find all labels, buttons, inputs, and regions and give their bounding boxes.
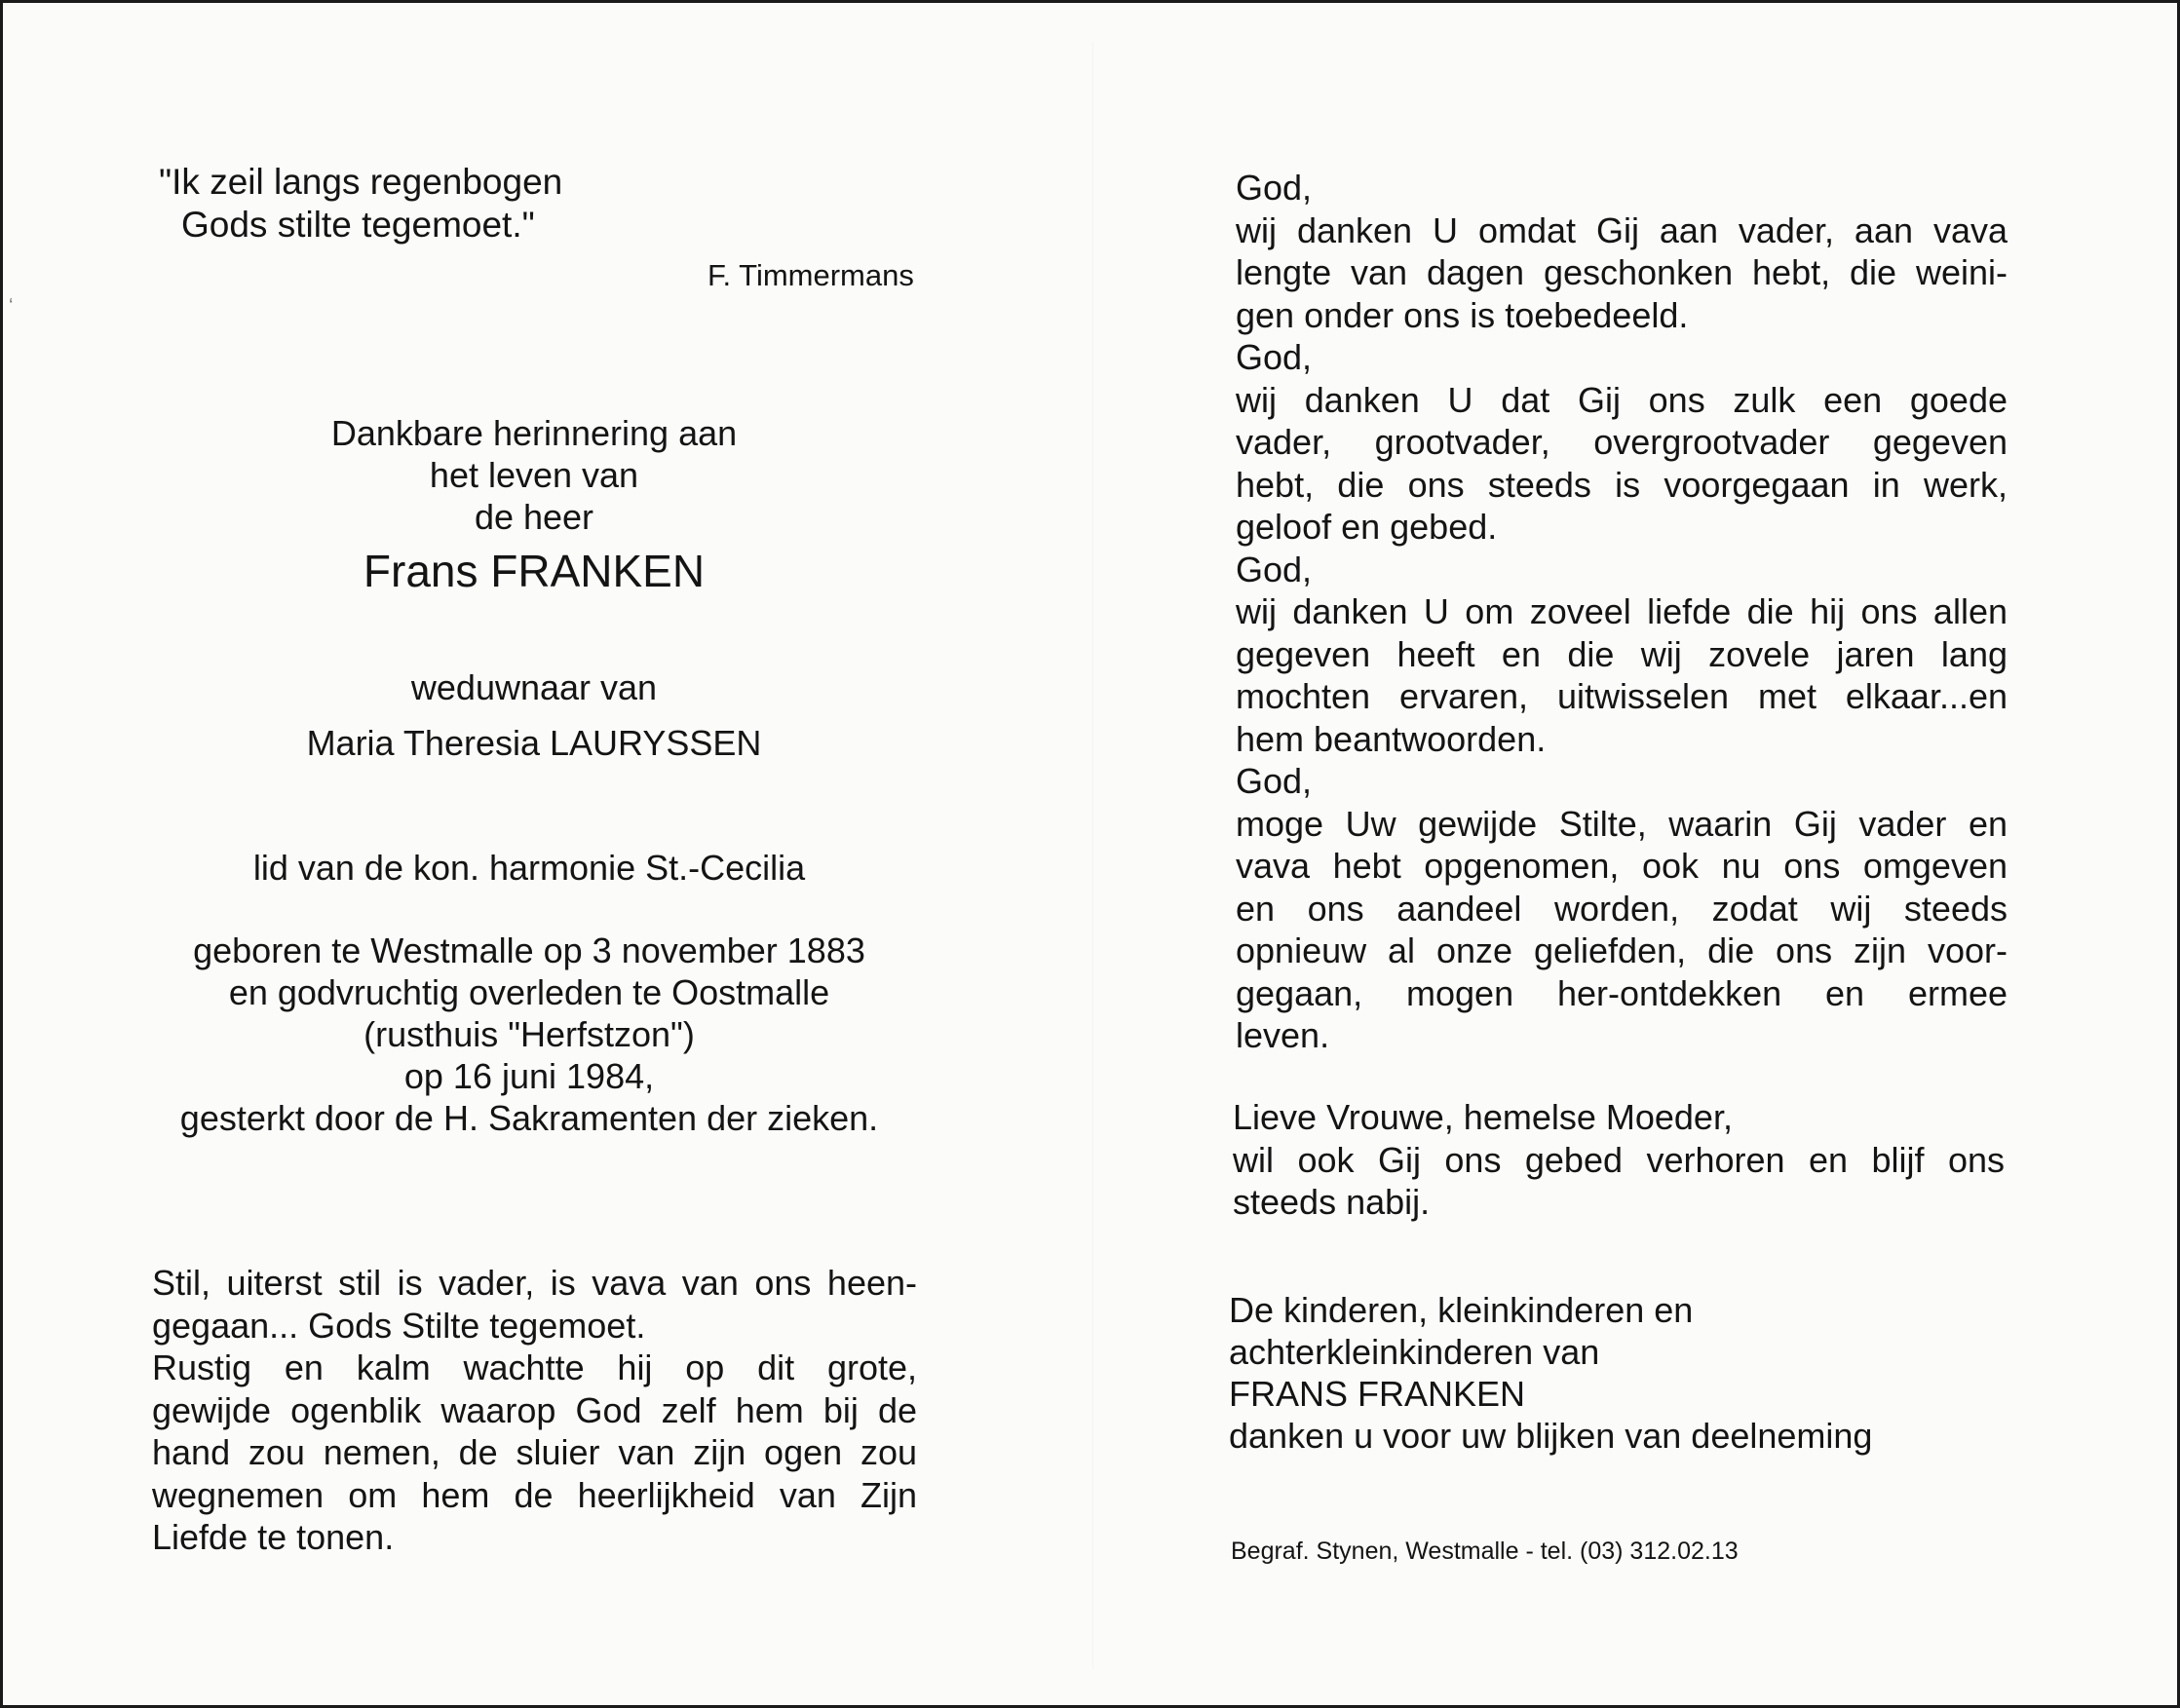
prayer-line: geloof en gebed.	[1236, 507, 1498, 547]
reflection-line: Rustig en kalm wachtte hij op dit grote,	[152, 1347, 917, 1387]
card-fold	[1092, 42, 1093, 1669]
prayer-line: wij danken U omdat Gij aan vader, aan vava	[1236, 209, 2008, 250]
prayer-line: gegaan, mogen her-ontdekken en ermee	[1236, 972, 2008, 1013]
prayer-line: opnieuw al onze geliefden, die ons zijn voor-	[1236, 930, 2008, 970]
life-line: (rusthuis "Herfstzon")	[363, 1014, 695, 1054]
reflection-line: Stil, uiterst stil is vader, is vava van ons heen-	[152, 1263, 917, 1303]
prayer-line: God,	[1236, 337, 1313, 377]
prayer-line: God,	[1236, 168, 1313, 208]
prayer-line: mochten ervaren, uitwisselen met elkaar...en	[1236, 676, 2008, 716]
spouse-name: Maria Theresia LAURYSSEN	[306, 723, 762, 763]
life-line: geboren te Westmalle op 3 november 1883	[193, 930, 865, 970]
reflection-line: Liefde te tonen.	[152, 1517, 395, 1557]
quote-line-1: "Ik zeil langs regenbogen	[159, 162, 563, 202]
intro-line: het leven van	[429, 455, 639, 495]
prayer-line: hem beantwoorden.	[1236, 718, 1547, 759]
deceased-name: Frans FRANKEN	[363, 546, 706, 596]
quote-line-2: Gods stilte tegemoet."	[181, 205, 535, 245]
prayer-line: en ons aandeel worden, zodat wij steeds	[1236, 888, 2008, 929]
thanks-line: achterkleinkinderen van	[1229, 1332, 1600, 1372]
prayer-line: God,	[1236, 549, 1313, 589]
thanks-block	[1229, 1289, 2008, 1457]
thanks-line: danken u voor uw blijken van deelneming	[1229, 1416, 1873, 1456]
mary-prayer-line: Lieve Vrouwe, hemelse Moeder,	[1233, 1097, 1733, 1137]
thanks-line: De kinderen, kleinkinderen en	[1229, 1290, 1694, 1330]
life-line: en godvruchtig overleden te Oostmalle	[228, 972, 830, 1012]
prayer-line: gegeven heeft en die wij zovele jaren lang	[1236, 633, 2008, 674]
reflection-line: gegaan... Gods Stilte tegemoet.	[152, 1305, 646, 1346]
intro-line: de heer	[474, 497, 594, 537]
prayer-line: hebt, die ons steeds is voorgegaan in werk,	[1236, 464, 2008, 505]
thanks-line: FRANS FRANKEN	[1229, 1374, 1526, 1414]
life-line: gesterkt door de H. Sakramenten der zieken.	[179, 1098, 879, 1138]
paper-mark: ‘	[9, 295, 14, 317]
prayer-line: wij danken U dat Gij ons zulk een goede	[1236, 379, 2008, 420]
widower-label: weduwnaar van	[410, 667, 658, 707]
printer-credit: Begraf. Stynen, Westmalle - tel. (03) 312.02.13	[1231, 1537, 1739, 1565]
prayer-line: moge Uw gewijde Stilte, waarin Gij vader en	[1236, 803, 2008, 844]
mary-prayer-line: wil ook Gij ons gebed verhoren en blijf ons	[1233, 1139, 2005, 1180]
reflection-line: gewijde ogenblik waarop God zelf hem bij de	[152, 1389, 917, 1430]
prayer-line: God,	[1236, 761, 1313, 801]
mary-prayer	[1233, 1096, 2005, 1224]
prayer-line: vava hebt opgenomen, ook nu ons omgeven	[1236, 846, 2008, 886]
prayer-line: wij danken U om zoveel liefde die hij ons allen	[1236, 591, 2008, 631]
prayer-line: vader, grootvader, overgrootvader gegeven	[1236, 422, 2008, 462]
reflection-line: hand zou nemen, de sluier van zijn ogen zou	[152, 1432, 917, 1472]
intro-line: Dankbare herinnering aan	[330, 413, 738, 453]
life-line: op 16 juni 1984,	[403, 1056, 655, 1096]
prayer-line: gen onder ons is toebedeeld.	[1236, 294, 1689, 335]
prayer-line: leven.	[1236, 1015, 1330, 1055]
prayer-line: lengte van dagen geschonken hebt, die weini-	[1236, 252, 2008, 292]
reflection-line: wegnemen om hem de heerlijkheid van Zijn	[152, 1474, 917, 1515]
intro-block	[227, 412, 841, 538]
mary-prayer-line: steeds nabij.	[1233, 1182, 1431, 1222]
membership: lid van de kon. harmonie St.-Cecilia	[252, 848, 806, 888]
reflection-paragraph	[152, 1262, 917, 1559]
quote-author: F. Timmermans	[708, 258, 914, 292]
prayer-paragraph	[1236, 167, 2008, 1057]
life-dates	[149, 930, 909, 1139]
